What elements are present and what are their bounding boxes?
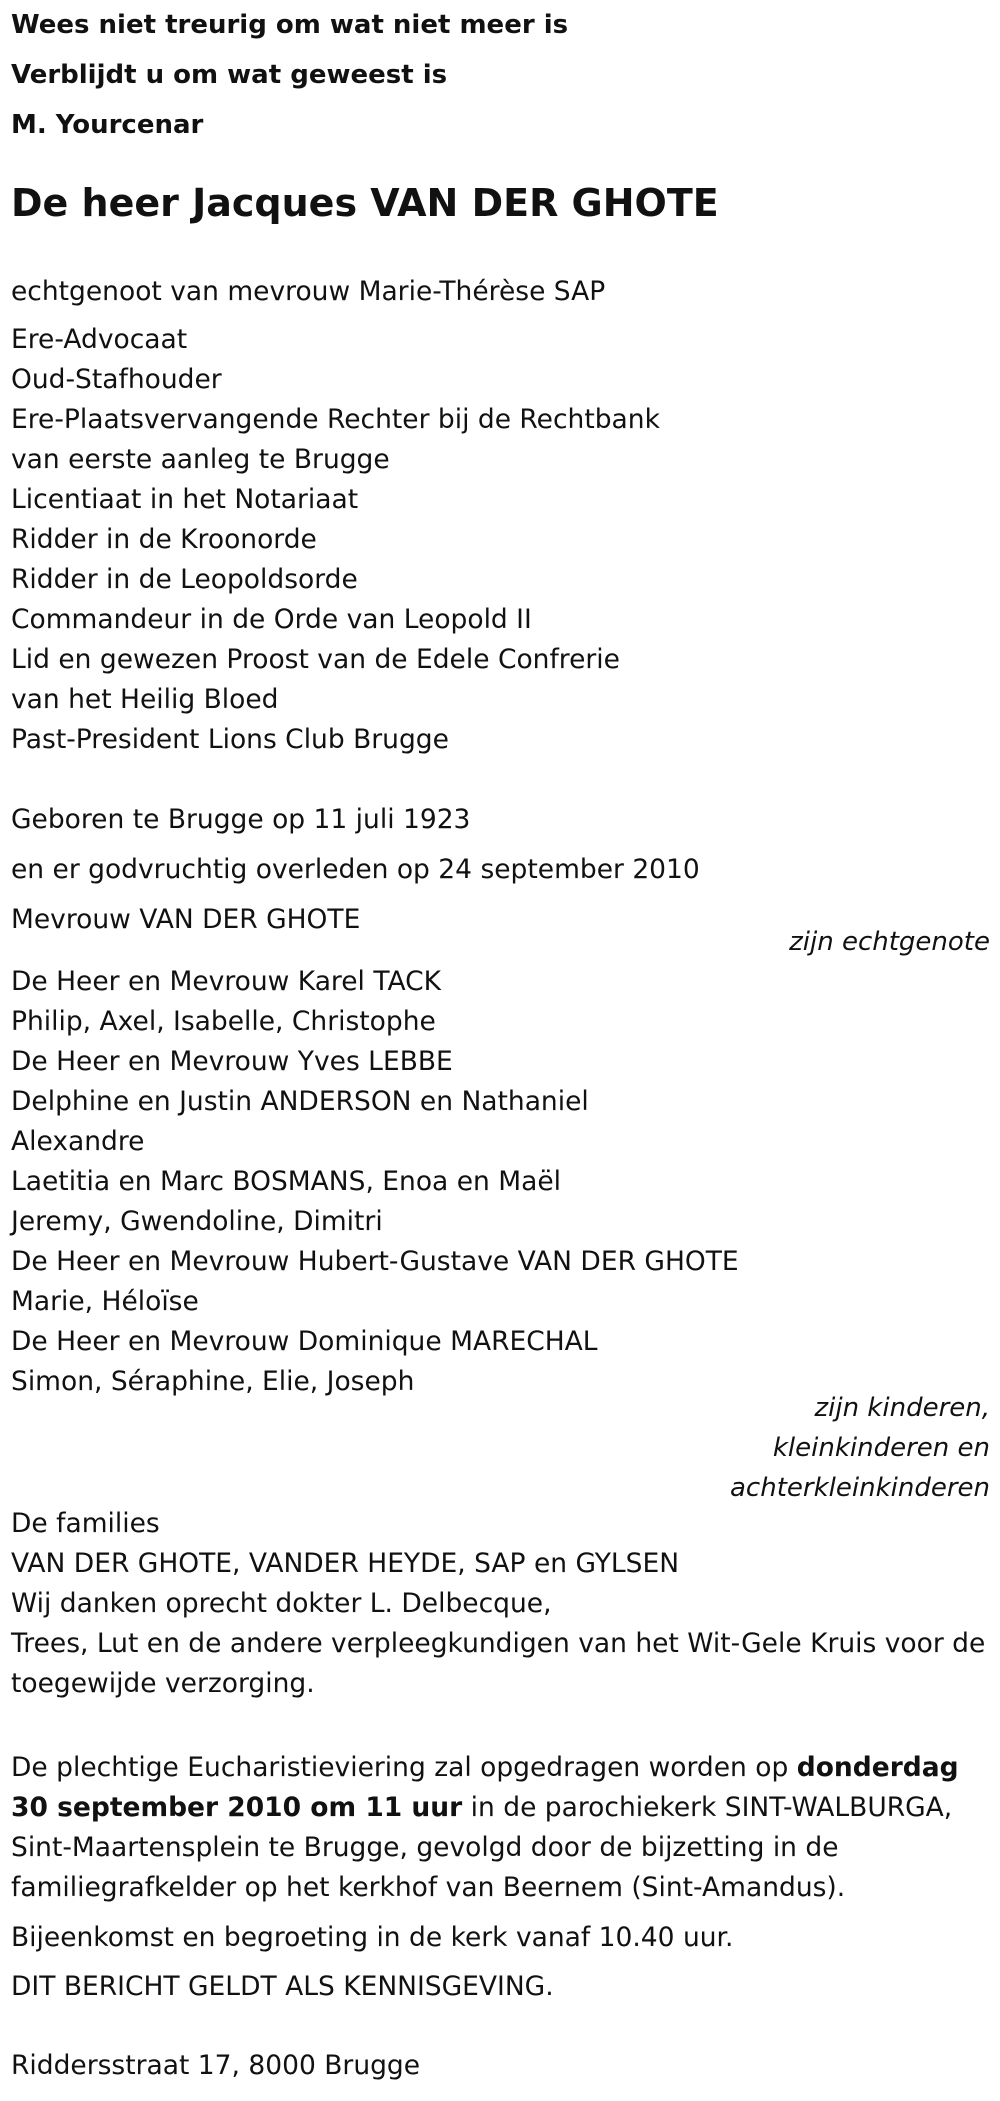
function-item: Licentiaat in het Notariaat: [11, 484, 359, 515]
thanks-line-3: toegewijde verzorging.: [11, 1668, 315, 1699]
quote-author: M. Yourcenar: [11, 110, 204, 140]
spouse-mourner-name: Mevrouw VAN DER GHOTE: [11, 904, 361, 935]
function-item: Past-President Lions Club Brugge: [11, 724, 449, 755]
died-line: en er godvruchtig overleden op 24 september 2010: [11, 854, 700, 885]
ceremony-line-2: [11, 1788, 959, 1828]
child-family-line: Simon, Séraphine, Elie, Joseph: [11, 1366, 415, 1397]
children-list: [11, 962, 739, 1402]
ceremony-datetime: 30 september 2010 om 11 uur: [11, 1792, 463, 1823]
notice-block: [11, 1967, 554, 2007]
children-role-block: [11, 1388, 990, 1508]
born-line: Geboren te Brugge op 11 juli 1923: [11, 804, 471, 835]
ceremony-line-1: [11, 1748, 959, 1788]
child-family-line: De Heer en Mevrouw Yves LEBBE: [11, 1046, 453, 1077]
address-line: Riddersstraat 17, 8000 Brugge: [11, 2050, 421, 2081]
function-item: Commandeur in de Orde van Leopold II: [11, 604, 532, 635]
spouse-of-line: echtgenoot van mevrouw Marie-Thérèse SAP: [11, 276, 606, 307]
ceremony-church: in de parochiekerk SINT-WALBURGA,: [462, 1792, 953, 1823]
ceremony-day: donderdag: [796, 1752, 959, 1783]
child-family-line: Laetitia en Marc BOSMANS, Enoa en Maël: [11, 1166, 561, 1197]
children-role-line: achterkleinkinderen: [730, 1473, 990, 1503]
died-block: [11, 850, 700, 890]
child-family-line: Jeremy, Gwendoline, Dimitri: [11, 1206, 383, 1237]
address-block: [11, 2046, 420, 2086]
function-item: Ridder in de Leopoldsorde: [11, 564, 358, 595]
families-names: VAN DER GHOTE, VANDER HEYDE, SAP en GYLSEN: [11, 1548, 680, 1579]
functions-list: [11, 320, 660, 760]
families-label: De families: [11, 1508, 160, 1539]
function-item: van het Heilig Bloed: [11, 684, 279, 715]
ceremony-line-4: familiegrafkelder op het kerkhof van Beernem (Sint-Amandus).: [11, 1872, 846, 1903]
function-item: Ere-Advocaat: [11, 324, 188, 355]
ceremony-block: [11, 1748, 959, 1908]
function-item: Oud-Stafhouder: [11, 364, 222, 395]
child-family-line: Philip, Axel, Isabelle, Christophe: [11, 1006, 436, 1037]
children-role-line: kleinkinderen en: [772, 1433, 990, 1463]
child-family-line: Alexandre: [11, 1126, 145, 1157]
function-item: van eerste aanleg te Brugge: [11, 444, 390, 475]
quote-block: [11, 0, 568, 150]
gathering-line: Bijeenkomst en begroeting in de kerk vanaf 10.40 uur.: [11, 1922, 734, 1953]
children-role-line: zijn kinderen,: [814, 1393, 990, 1423]
child-family-line: De Heer en Mevrouw Dominique MARECHAL: [11, 1326, 598, 1357]
spouse-of-block: [11, 272, 605, 312]
function-item: Ridder in de Kroonorde: [11, 524, 317, 555]
notice-line: DIT BERICHT GELDT ALS KENNISGEVING.: [11, 1971, 554, 2002]
quote-line-1: Wees niet treurig om wat niet meer is: [11, 10, 569, 40]
spouse-role: zijn echtgenote: [789, 927, 990, 957]
ceremony-intro: De plechtige Eucharistieviering zal opgedragen worden op: [11, 1752, 797, 1783]
child-family-line: De Heer en Mevrouw Karel TACK: [11, 966, 442, 997]
quote-line-2: Verblijdt u om wat geweest is: [11, 60, 448, 90]
deceased-name-title: De heer Jacques VAN DER GHOTE: [11, 181, 719, 225]
families-block: [11, 1504, 985, 1704]
born-block: [11, 800, 470, 840]
thanks-line-2: Trees, Lut en de andere verpleegkundigen van het Wit-Gele Kruis voor de: [11, 1628, 986, 1659]
child-family-line: De Heer en Mevrouw Hubert-Gustave VAN DER GHOTE: [11, 1246, 739, 1277]
ceremony-line-3: Sint-Maartensplein te Brugge, gevolgd door de bijzetting in de: [11, 1832, 839, 1863]
child-family-line: Marie, Héloïse: [11, 1286, 199, 1317]
thanks-line-1: Wij danken oprecht dokter L. Delbecque,: [11, 1588, 552, 1619]
deceased-name-block: [11, 178, 719, 228]
function-item: Ere-Plaatsvervangende Rechter bij de Rechtbank: [11, 404, 660, 435]
spouse-role-block: [11, 922, 990, 962]
child-family-line: Delphine en Justin ANDERSON en Nathaniel: [11, 1086, 589, 1117]
function-item: Lid en gewezen Proost van de Edele Confrerie: [11, 644, 620, 675]
gathering-block: [11, 1918, 733, 1958]
